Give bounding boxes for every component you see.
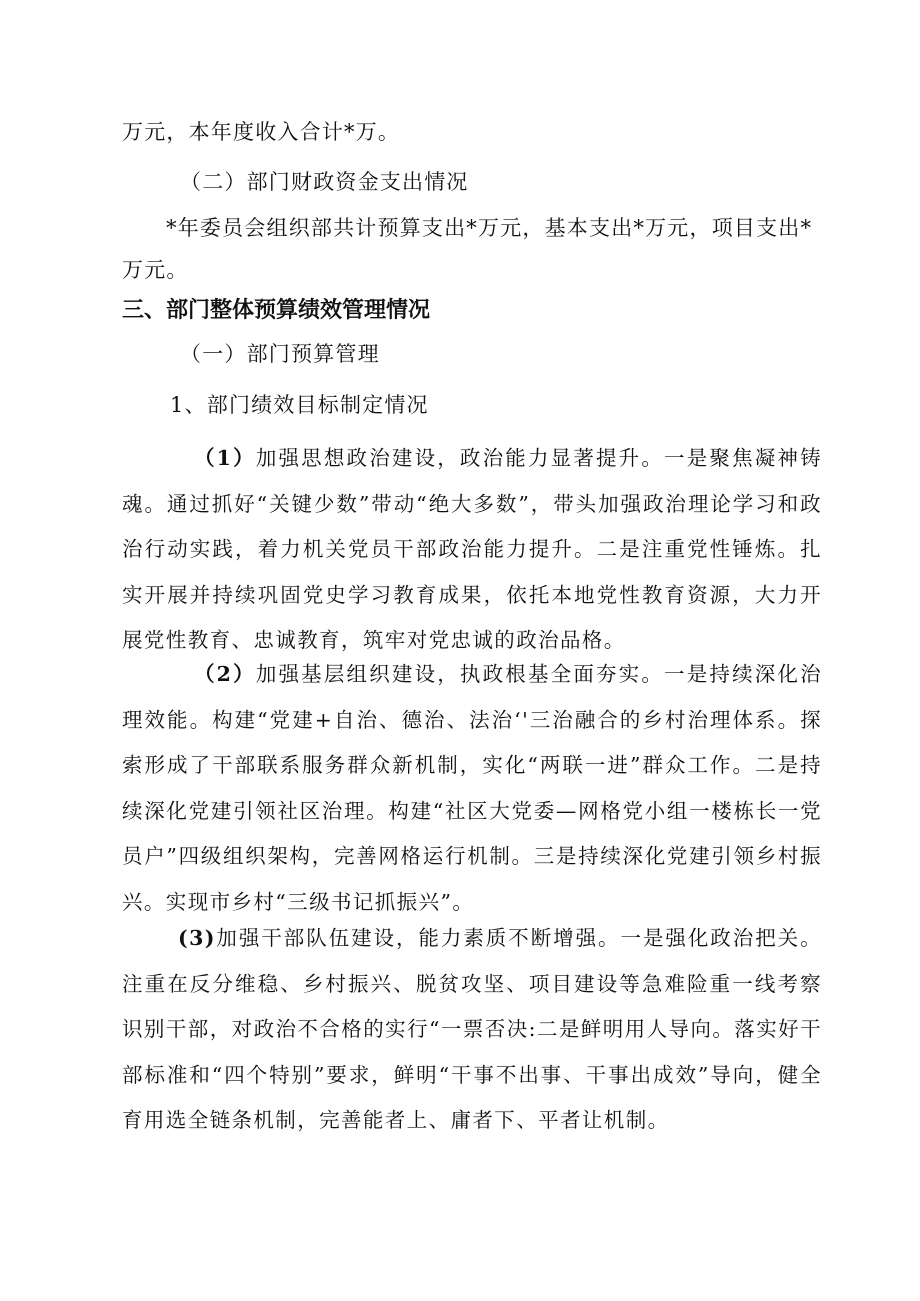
text-line-income-total: 万元，本年度收入合计*万。 [122, 120, 401, 144]
paragraph-3-text: 加强干部队伍建设，能力素质不断增强。一是强化政治把关。注重在反分维稳、乡村振兴、脱贫攻坚、项目建设等急难险重一线考察识别干部，对政治不合格的实行“一票否决:二是鲜明用人导向。落实好干部标准和“四个特别”要求，鲜明“干事不出事、干事出成效”导向，健全育用选全链条机制，完善能者上、庸者下、平者让机制。 [122, 926, 822, 1132]
paragraph-1-number: （1） [194, 446, 256, 470]
section-heading-performance: 三、部门整体预算绩效管理情况 [122, 298, 431, 323]
text-line-budget-expenditure: *年委员会组织部共计预算支出*万元，基本支出*万元，项目支出* [166, 216, 813, 240]
paragraph-3 [122, 916, 822, 1144]
text-line-unit: 万元。 [122, 258, 189, 282]
paragraph-2-number: （2） [194, 662, 256, 686]
item-heading-goal-setting: 1、部门绩效目标制定情况 [170, 393, 429, 417]
paragraph-1 [122, 436, 822, 664]
paragraph-2-text: 加强基层组织建设，执政根基全面夯实。一是持续深化治理效能。构建“党建+自治、德治、法治‘'三治融合的乡村治理体系。探索形成了干部联系服务群众新机制，实化“两联一进”群众工作。二是持续深化党建引领社区治理。构建“社区大党委—网格党小组一楼栋长一党员户”四级组织架构，完善网格运行机制。三是持续深化党建引领乡村振兴。实现市乡村“三级书记抓振兴”。 [122, 662, 823, 914]
paragraph-1-text: 加强思想政治建设，政治能力显著提升。一是聚焦凝神铸魂。通过抓好“关键少数”带动“绝大多数”，带头加强政治理论学习和政治行动实践，着力机关党员干部政治能力提升。二是注重党性锤炼。扎实开展并持续巩固党史学习教育成果，依托本地党性教育资源，大力开展党性教育、忠诚教育，筑牢对党忠诚的政治品格。 [122, 446, 823, 652]
paragraph-2 [122, 652, 822, 925]
paragraph-3-number: (3) [178, 926, 216, 950]
subheading-expenditure: （二）部门财政资金支出情况 [180, 170, 469, 194]
subheading-budget-management: （一）部门预算管理 [180, 342, 380, 366]
